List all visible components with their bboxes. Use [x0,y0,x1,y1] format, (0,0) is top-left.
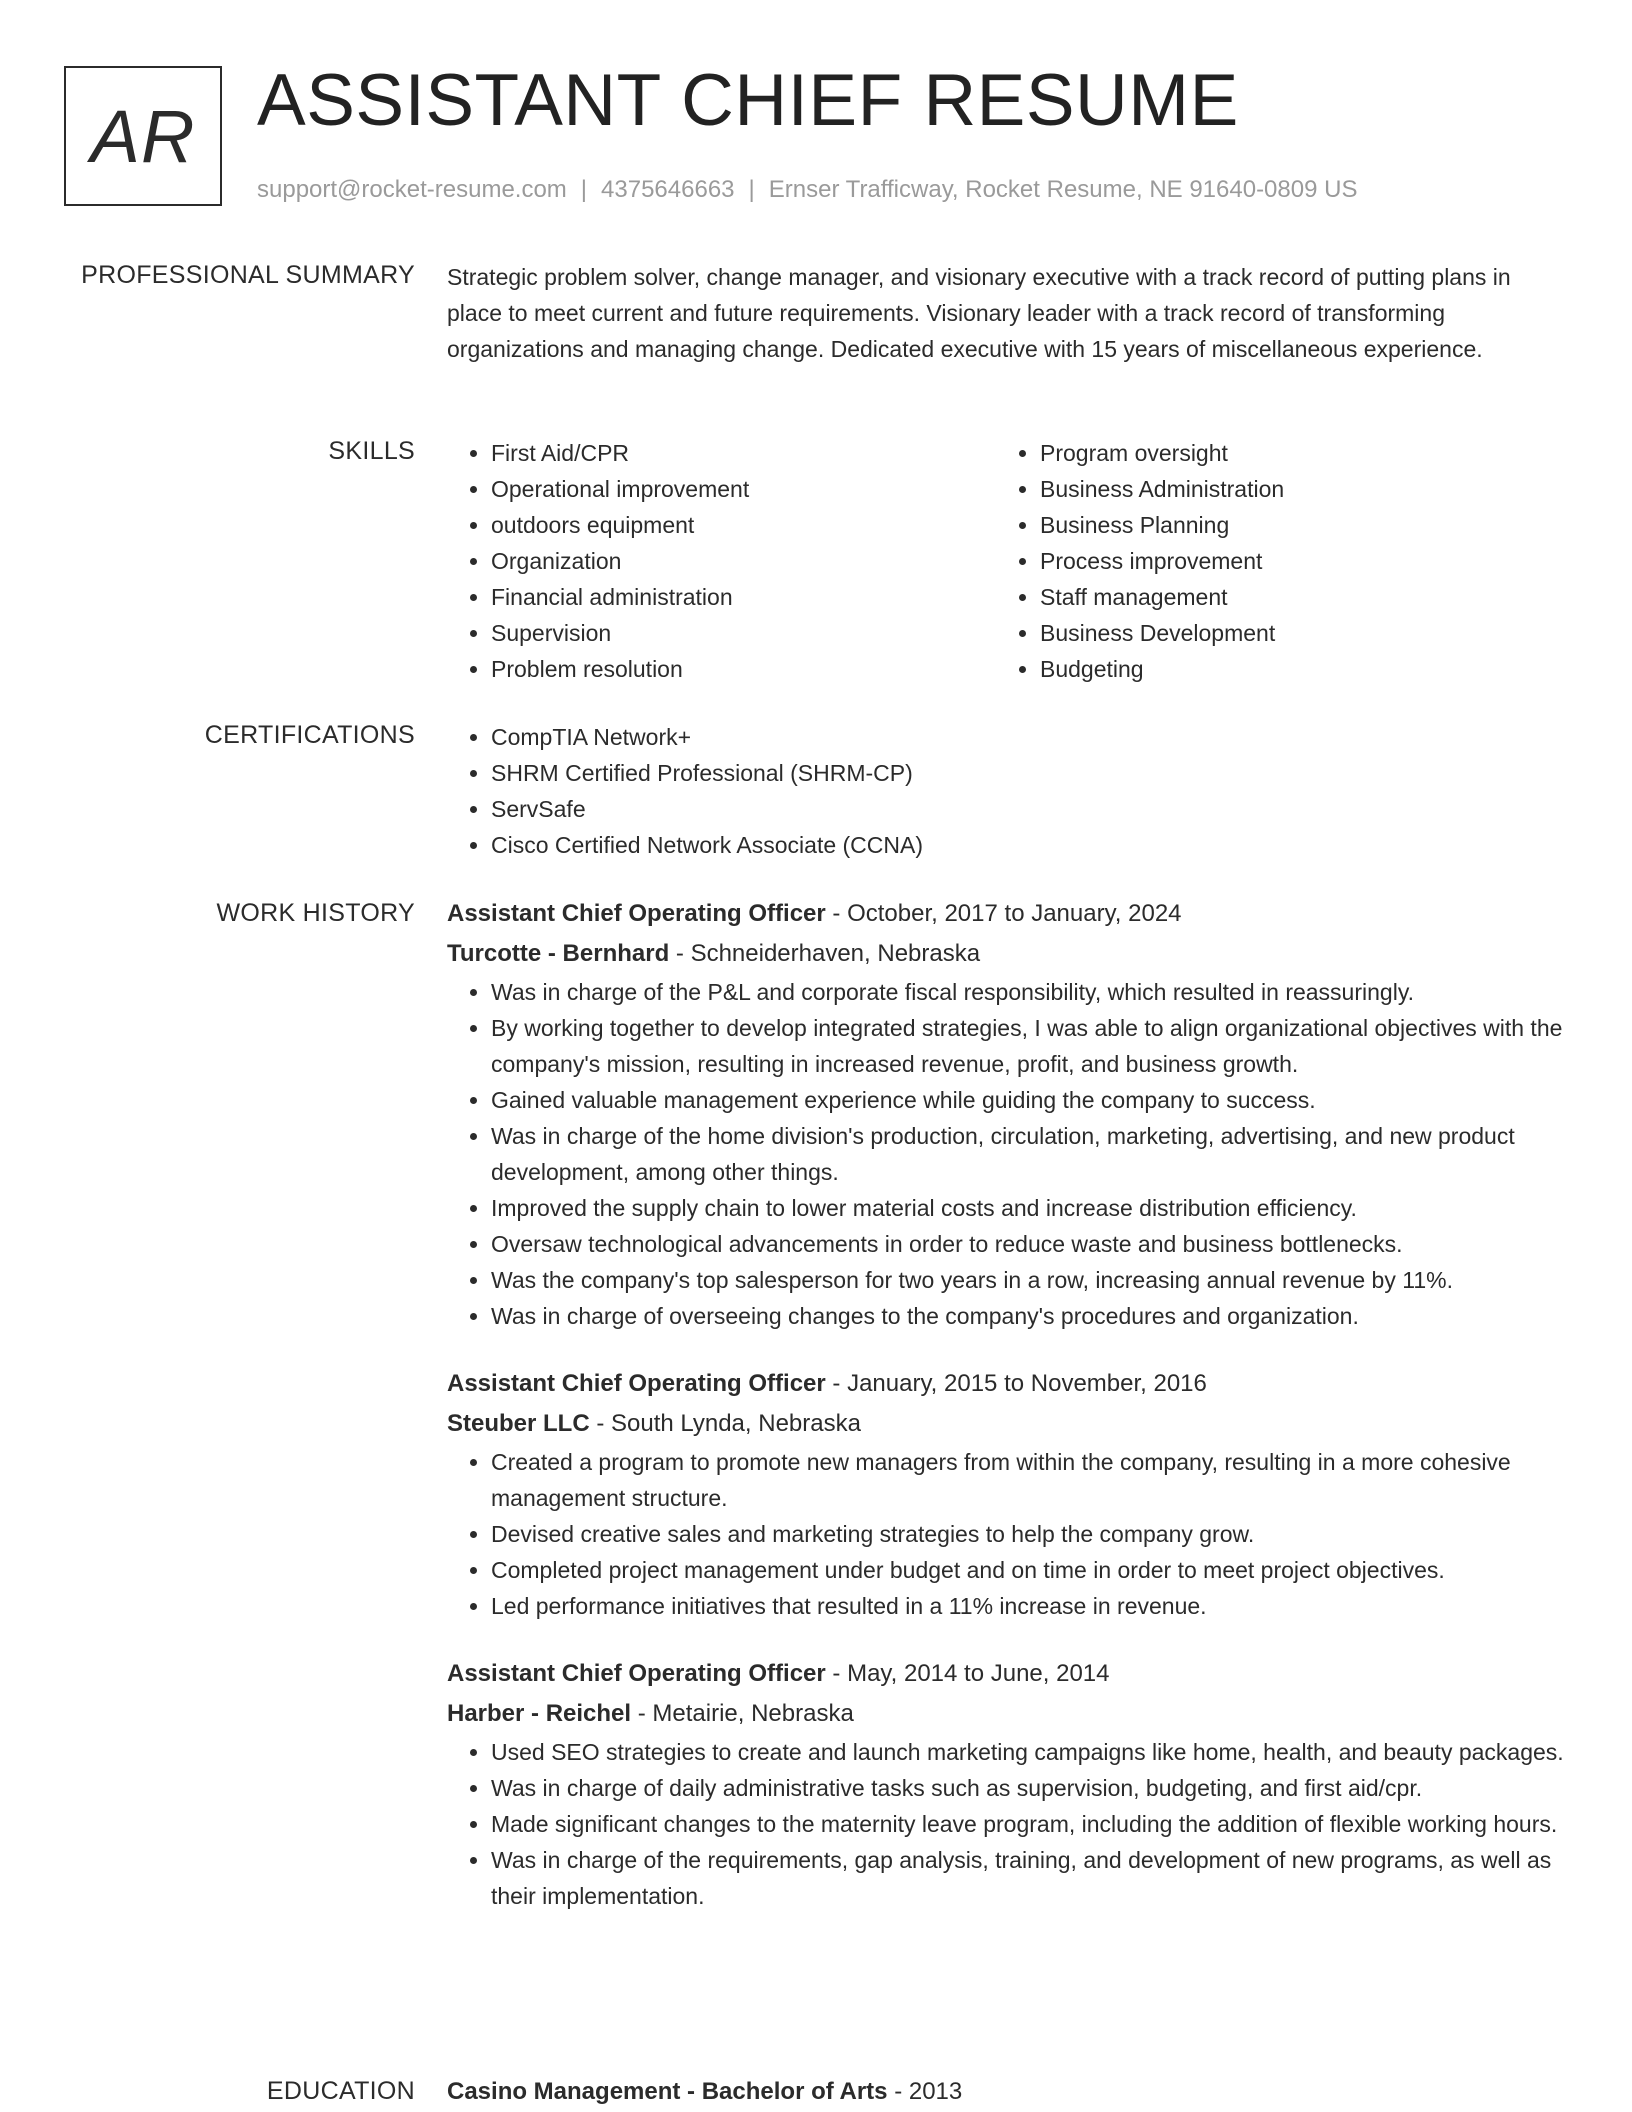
skill-item: • outdoors equipment [491,507,996,543]
job-bullet: • Made significant changes to the maternity leave program, including the addition of flexible working hours. [491,1806,1567,1842]
skill-item: • Organization [491,543,996,579]
job-title-line [447,894,1567,934]
job-bullets [447,974,1567,1334]
skill-item: • First Aid/CPR [491,435,996,471]
job-entry [447,894,1567,1334]
job-bullet: • Completed project management under budget and on time in order to meet project objectives. [491,1552,1567,1588]
contact-line [257,174,1357,206]
job-company-line [447,934,1567,974]
job-dates: - January, 2015 to November, 2016 [825,1370,1207,1397]
resume-title: ASSISTANT CHIEF RESUME [257,60,1239,141]
job-bullet: • Was the company's top salesperson for two years in a row, increasing annual revenue by 11%. [491,1262,1567,1298]
skill-item: • Budgeting [1040,651,1545,687]
job-title-line [447,1654,1567,1694]
job-location: - Metairie, Nebraska [631,1700,854,1727]
job-bullets [447,1444,1567,1624]
job-bullet: • Led performance initiatives that resulted in a 11% increase in revenue. [491,1588,1567,1624]
job-bullet: • Was in charge of the requirements, gap analysis, training, and development of new programs, as well as their implementation. [491,1842,1567,1914]
job-bullet: • By working together to develop integrated strategies, I was able to align organizational objectives with the company's mission, resulting in increased revenue, profit, and business growth. [491,1010,1567,1082]
skill-item: • Business Administration [1040,471,1545,507]
section-label-certifications: CERTIFICATIONS [204,721,415,749]
summary-body [447,259,1567,367]
job-company: Harber - Reichel [447,1700,632,1727]
skill-item: • Staff management [1040,579,1545,615]
job-title: Assistant Chief Operating Officer [447,1660,826,1687]
education-body [447,2072,1567,2112]
section-label-work-history: WORK HISTORY [216,899,415,927]
job-company: Steuber LLC [447,1410,590,1437]
education-line [447,2072,1567,2112]
contact-address: Ernser Trafficway, Rocket Resume, NE 91640-0809 US [768,176,1358,203]
work-history-body [447,894,1567,1914]
job-bullet: • Created a program to promote new managers from within the company, resulting in a more cohesive management structure. [491,1444,1567,1516]
skill-item: • Business Planning [1040,507,1545,543]
skills-body [447,435,1567,687]
job-bullet: • Was in charge of daily administrative tasks such as supervision, budgeting, and first aid/cpr. [491,1770,1567,1806]
skill-item: • Supervision [491,615,996,651]
job-bullet: • Improved the supply chain to lower material costs and increase distribution efficiency. [491,1190,1567,1226]
contact-separator: | [748,176,755,203]
job-bullet: • Oversaw technological advancements in order to reduce waste and business bottlenecks. [491,1226,1567,1262]
skill-item: • Program oversight [1040,435,1545,471]
job-entry [447,1364,1567,1624]
job-location: - South Lynda, Nebraska [589,1410,861,1437]
skill-item: • Financial administration [491,579,996,615]
job-dates: - October, 2017 to January, 2024 [825,900,1182,927]
job-bullet: • Devised creative sales and marketing strategies to help the company grow. [491,1516,1567,1552]
section-label-education: EDUCATION [266,2077,415,2105]
job-bullets [447,1734,1567,1914]
summary-text: Strategic problem solver, change manager, and visionary executive with a track record of putting plans in place to meet current and future requirements. Visionary leader with a track record of transforming organizations and managing change. Dedicated executive with 15 years of miscellaneous experience. [447,264,1511,362]
job-bullet: • Was in charge of the home division's production, circulation, marketing, advertising, and new product development, among other things. [491,1118,1567,1190]
skill-item: • Operational improvement [491,471,996,507]
contact-email[interactable]: support@rocket-resume.com [257,176,567,203]
skill-item: • Business Development [1040,615,1545,651]
certifications-list [447,719,1567,863]
job-dates: - May, 2014 to June, 2014 [825,1660,1110,1687]
section-label-summary: PROFESSIONAL SUMMARY [81,261,415,289]
job-entry [447,1654,1567,1914]
job-bullet: • Was in charge of the P&L and corporate fiscal responsibility, which resulted in reassuringly. [491,974,1567,1010]
section-label-skills: SKILLS [328,437,415,465]
certifications-body [447,719,1567,863]
job-title-line [447,1364,1567,1404]
job-bullet: • Used SEO strategies to create and launch marketing campaigns like home, health, and beauty packages. [491,1734,1567,1770]
job-title: Assistant Chief Operating Officer [447,900,826,927]
contact-separator: | [580,176,588,203]
job-company-line [447,1404,1567,1444]
job-title: Assistant Chief Operating Officer [447,1370,826,1397]
certification-item: • SHRM Certified Professional (SHRM-CP) [491,755,1567,791]
job-bullet: • Was in charge of overseeing changes to the company's procedures and organization. [491,1298,1567,1334]
certification-item: • Cisco Certified Network Associate (CCNA) [491,827,1567,863]
job-company: Turcotte - Bernhard [447,940,670,967]
skill-item: • Process improvement [1040,543,1545,579]
skill-item: • Problem resolution [491,651,996,687]
certification-item: • ServSafe [491,791,1567,827]
skills-columns [447,435,1567,687]
skills-list-left [447,435,996,687]
job-company-line [447,1694,1567,1734]
contact-phone[interactable]: 4375646663 [601,176,735,203]
skills-list-right [996,435,1545,687]
job-bullet: • Gained valuable management experience while guiding the company to success. [491,1082,1567,1118]
education-year: - 2013 [887,2078,963,2105]
job-location: - Schneiderhaven, Nebraska [669,940,981,967]
education-degree: Casino Management - Bachelor of Arts [447,2078,888,2105]
certification-item: • CompTIA Network+ [491,719,1567,755]
monogram-logo: AR [64,66,222,206]
